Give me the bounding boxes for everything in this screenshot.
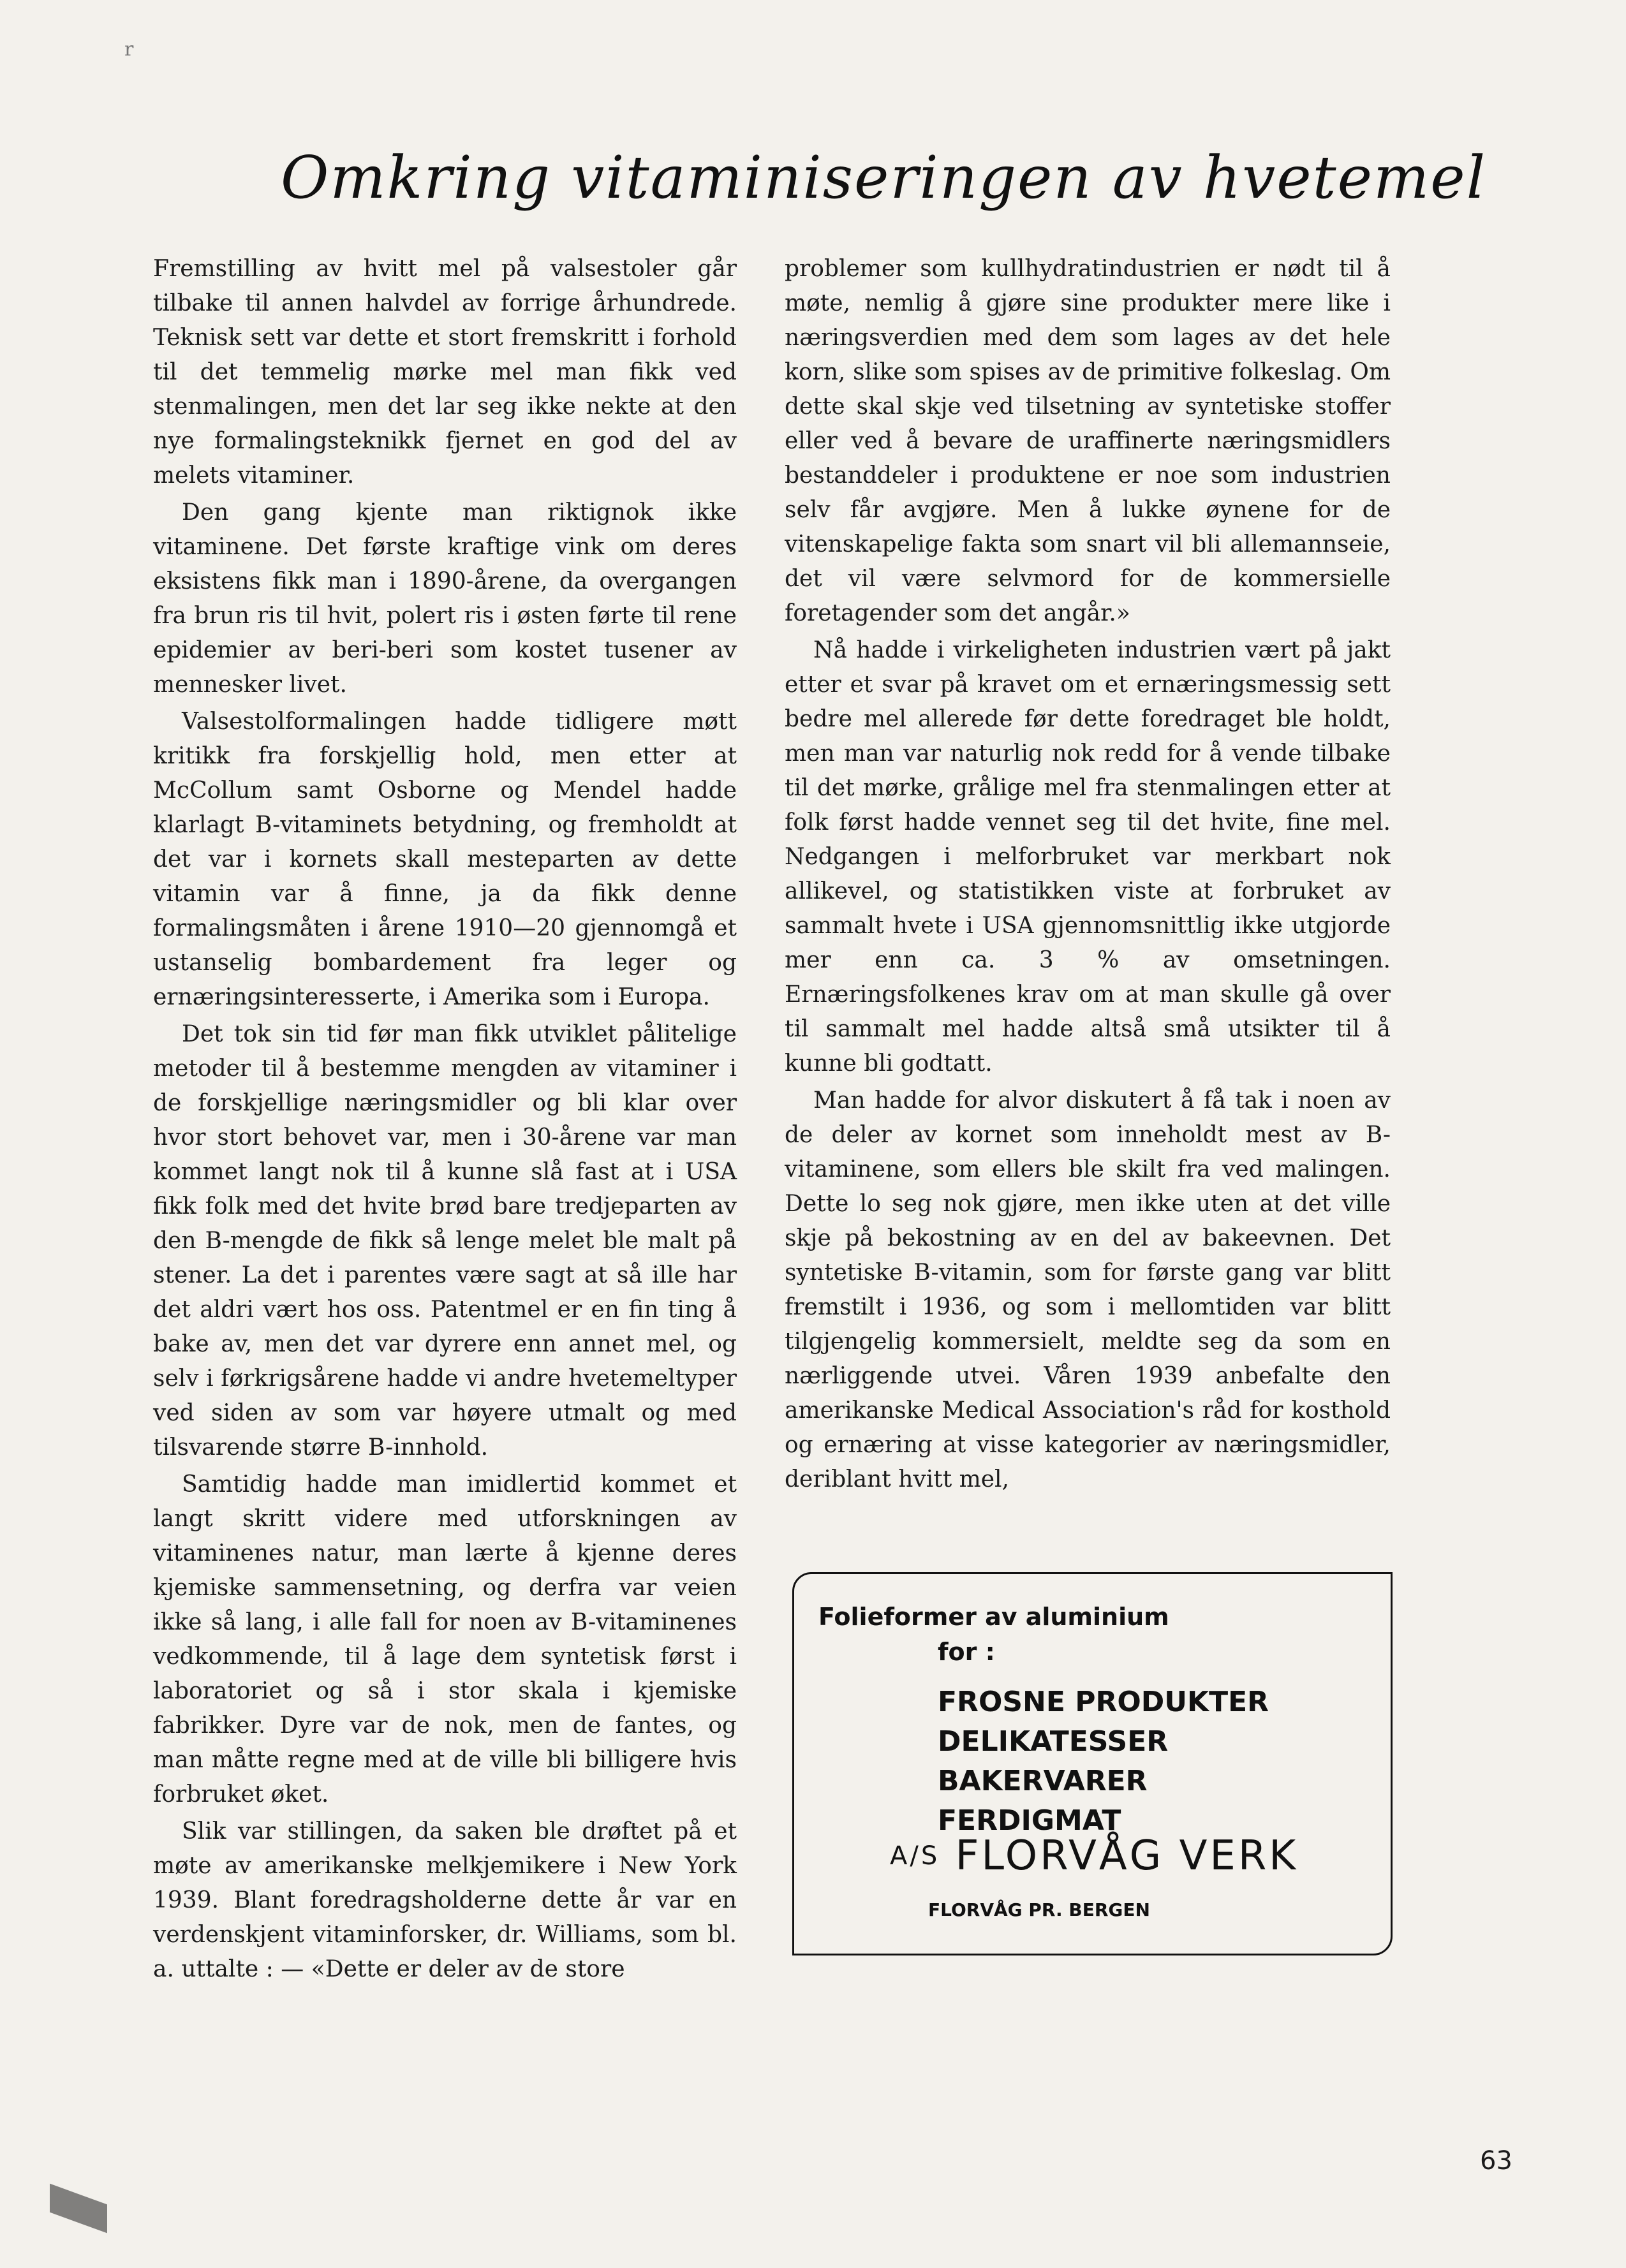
- ad-company-prefix: A/S: [890, 1841, 940, 1871]
- paragraph: Det tok sin tid før man fikk utviklet pålitelige metoder til å bestemme mengden av vitaminer i de forskjellige næringsmidler og bli klar over hvor stort behovet var, men i 30-årene var man kommet langt nok til å kunne slå fast at i USA fikk folk med det hvite brød bare tredjeparten av den B-mengde de fikk så lenge melet ble malt på stener. La det i parentes være sagt at så ille har det aldri vært hos oss. Patentmel er en fin ting å bake av, men det var dyrere enn annet mel, og selv i førkrigsårene hadde vi andre hvetemeltyper ved siden av som var høyere utmalt og med tilsvarende større B-innhold.: [153, 1021, 737, 1461]
- ad-address: FLORVÅG PR. BERGEN: [928, 1899, 1150, 1920]
- ad-company-label: FLORVÅG VERK: [955, 1832, 1299, 1880]
- scan-corner-mark: r: [124, 38, 134, 61]
- article-title: Omkring vitaminiseringen av hvetemel: [281, 144, 1487, 212]
- page-number: 63: [1480, 2146, 1512, 2176]
- paragraph: Slik var stillingen, da saken ble drøftet på et møte av amerikanske melkjemikere i New York 1939. Blant foredragsholderne dette år var en verdenskjent vitaminforsker, dr. Williams, som bl. a. uttalte : — «Dette er deler av de store: [153, 1818, 737, 1982]
- ad-product-item: DELIKATESSER: [938, 1725, 1169, 1758]
- scan-smudge: [50, 2184, 107, 2234]
- ad-product-item: BAKERVARER: [938, 1765, 1148, 1797]
- paragraph: Nå hadde i virkeligheten industrien vært på jakt etter et svar på kravet om et ernæringsmessig sett bedre mel allerede før dette foredraget ble holdt, men man var naturlig nok redd for å vende tilbake til det mørke, grålige mel fra stenmalingen etter at folk først hadde vennet seg til det hvite, fine mel. Nedgangen i melforbruket var merkbart nok allikevel, og statistikken viste at forbruket av sammalt hvete i USA gjennomsnittlig ikke utgjorde mer enn ca. 3 % av omsetningen. Ernæringsfolkenes krav om at man skulle gå over til sammalt mel hadde altså små utsikter til å kunne bli godtatt.: [785, 637, 1391, 1077]
- ad-heading: Folieformer av aluminium: [818, 1603, 1169, 1631]
- ad-product-item: FROSNE PRODUKTER: [938, 1686, 1269, 1718]
- right-column: [785, 252, 1391, 1499]
- paragraph: Den gang kjente man riktignok ikke vitaminene. Det første kraftige vink om deres eksistens fikk man i 1890-årene, da overgangen fra brun ris til hvit, polert ris i østen førte til rene epidemier av beri-beri som kostet tusener av mennesker livet.: [153, 499, 737, 698]
- ad-for-label: for :: [938, 1638, 995, 1666]
- ad-company-name: [890, 1832, 1298, 1880]
- paragraph: Valsestolformalingen hadde tidligere møtt kritikk fra forskjellig hold, men etter at McCollum samt Osborne og Mendel hadde klarlagt B-vitaminets betydning, og fremholdt at det var i kornets skall mesteparten av dette vitamin var å finne, ja da fikk denne formalingsmåten i årene 1910—20 gjennomgå et ustanselig bombardement fra leger og ernæringsinteresserte, i Amerika som i Europa.: [153, 709, 737, 1010]
- page: [147, 144, 1512, 2184]
- ad-product-item: FERDIGMAT: [938, 1804, 1121, 1837]
- ad-product-list: [938, 1683, 1269, 1841]
- paragraph: Man hadde for alvor diskutert å få tak i noen av de deler av kornet som inneholdt mest av B-vitaminene, som ellers ble skilt fra ved malingen. Dette lo seg nok gjøre, men ikke uten at det ville skje på bekostning av en del av bakeevnen. Det syntetiske B-vitamin, som for første gang var blitt fremstilt i 1936, og som i mellomtiden var blitt tilgjengelig kommersielt, meldte seg da som en nærliggende utvei. Våren 1939 anbefalte den amerikanske Medical Association's råd for kosthold og ernæring at visse kategorier av næringsmidler, deriblant hvitt mel,: [785, 1087, 1391, 1492]
- paragraph: Fremstilling av hvitt mel på valsestoler går tilbake til annen halvdel av forrige århundrede. Teknisk sett var dette et stort fremskritt i forhold til det temmelig mørke mel man fikk ved stenmalingen, men det lar seg ikke nekte at den nye formalingsteknikk fjernet en god del av melets vitaminer.: [153, 256, 737, 489]
- paragraph: problemer som kullhydratindustrien er nødt til å møte, nemlig å gjøre sine produkter mere like i næringsverdien med dem som lages av det hele korn, slike som spises av de primitive folkeslag. Om dette skal skje ved tilsetning av syntetiske stoffer eller ved å bevare de uraffinerte næringsmidlers bestanddeler i produktene er noe som industrien selv får avgjøre. Men å lukke øynene for de vitenskapelige fakta som snart vil bli allemannseie, det vil være selvmord for de kommersielle foretagender som det angår.»: [785, 256, 1391, 626]
- left-column: [153, 252, 737, 1989]
- paragraph: Samtidig hadde man imidlertid kommet et langt skritt videre med utforskningen av vitaminenes natur, man lærte å kjenne deres kjemiske sammensetning, og derfra var veien ikke så lang, i alle fall for noen av B-vitaminenes vedkommende, til å lage dem syntetisk først i laboratoriet og så i stor skala i kjemiske fabrikker. Dyre var de nok, men de fantes, og man måtte regne med at de ville bli billigere hvis forbruket øket.: [153, 1471, 737, 1808]
- advertisement-box: [792, 1572, 1393, 1955]
